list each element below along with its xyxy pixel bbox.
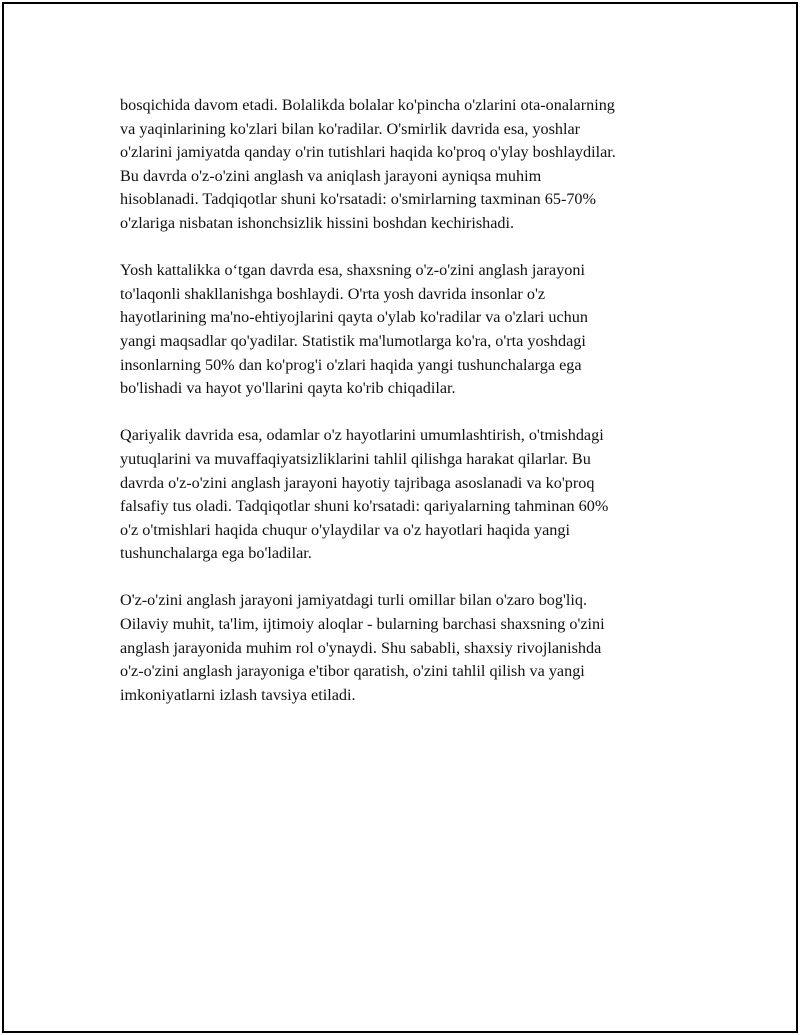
text-line: va yaqinlarining ko'zlari bilan ko'radilar. O'smirlik davrida esa, yoshlar [120, 119, 581, 138]
paragraph-1 [120, 94, 700, 236]
text-line: Oilaviy muhit, ta'lim, ijtimoiy aloqlar - bularning barchasi shaxsning o'zini [120, 615, 605, 634]
text-line: bosqichida davom etadi. Bolalikda bolalar ko'pincha o'zlarini ota-onalarning [120, 96, 615, 114]
document-page [2, 2, 798, 1033]
text-line: falsafiy tus oladi. Tadqiqotlar shuni ko'rsatadi: qariyalarning tahminan 60% [120, 497, 609, 516]
text-line: bo'lishadi va hayot yo'llarini qayta ko'rib chiqadilar. [120, 379, 456, 398]
text-line: O'z-o'zini anglash jarayoni jamiyatdagi turli omillar bilan o'zaro bog'liq. [120, 591, 588, 610]
text-line: o'z-o'zini anglash jarayoniga e'tibor qaratish, o'zini tahlil qilish va yangi [120, 662, 585, 681]
text-line: to'laqonli shakllanishga boshlaydi. O'rta yosh davrida insonlar o'z [120, 284, 546, 303]
text-line: o'zlarini jamiyatda qanday o'rin tutishlari haqida ko'proq o'ylay boshlaydilar. [120, 143, 616, 162]
text-line: yutuqlarini va muvaffaqiyatsizliklarini tahlil qilishga harakat qilarlar. Bu [120, 449, 591, 468]
text-line: yangi maqsadlar qo'yadilar. Statistik ma'lumotlarga ko'ra, o'rta yoshdagi [120, 331, 586, 350]
text-line: Qariyalik davrida esa, odamlar o'z hayotlarini umumlashtirish, o'tmishdagi [120, 426, 604, 445]
text-line: o'z o'tmishlari haqida chuqur o'ylaydilar va o'z hayotlari haqida yangi [120, 520, 570, 539]
document-body [120, 94, 700, 731]
text-line: o'zlariga nisbatan ishonchsizlik hissini boshdan kechirishadi. [120, 213, 515, 232]
text-line: anglash jarayonida muhim rol o'ynaydi. Shu sababli, shaxsiy rivojlanishda [120, 638, 602, 657]
paragraph-3 [120, 424, 700, 566]
text-line: Yosh kattalikka o‘tgan davrda esa, shaxsning o'z-o'zini anglash jarayoni [120, 261, 585, 280]
text-line: hayotlarining ma'no-ehtiyojlarini qayta o'ylab ko'radilar va o'zlari uchun [120, 308, 588, 327]
text-line: hisoblanadi. Tadqiqotlar shuni ko'rsatadi: o'smirlarning taxminan 65-70% [120, 190, 597, 209]
text-line: insonlarning 50% dan ko'prog'i o'zlari haqida yangi tushunchalarga ega [120, 355, 582, 374]
text-line: davrda o'z-o'zini anglash jarayoni hayotiy tajribaga asoslanadi va ko'proq [120, 473, 595, 492]
text-line: Bu davrda o'z-o'zini anglash va aniqlash jarayoni ayniqsa muhim [120, 166, 542, 185]
text-line: imkoniyatlarni izlash tavsiya etiladi. [120, 685, 356, 704]
paragraph-4 [120, 589, 700, 707]
text-line: tushunchalarga ega bo'ladilar. [120, 544, 312, 563]
paragraph-2 [120, 259, 700, 401]
